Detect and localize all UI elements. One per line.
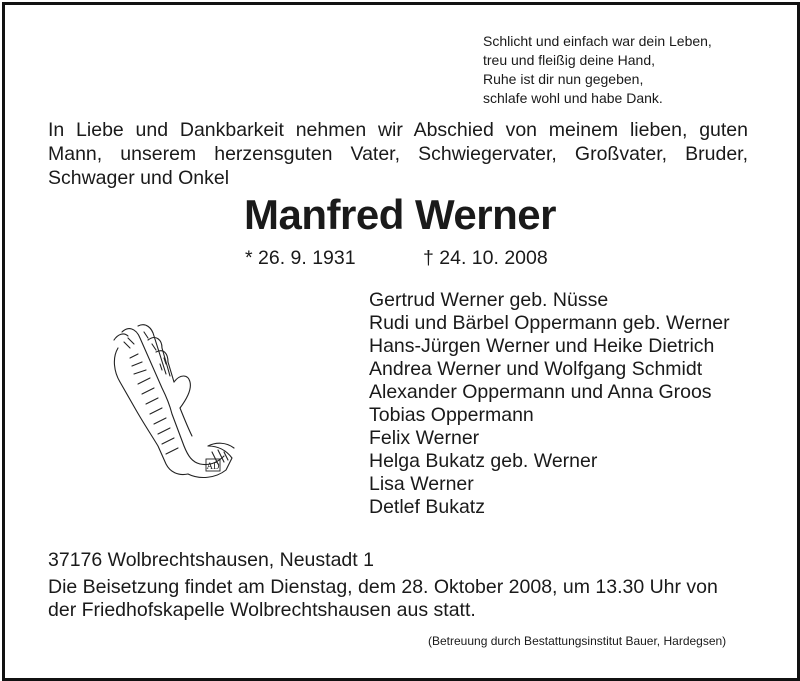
list-item: Hans-Jürgen Werner und Heike Dietrich — [369, 335, 715, 357]
list-item: Alexander Oppermann und Anna Groos — [369, 381, 712, 403]
intro-line: Schwager und Onkel — [48, 167, 230, 189]
list-item: Felix Werner — [369, 427, 480, 449]
poem-line: Ruhe ist dir nun gegeben, — [483, 71, 644, 87]
intro-line: In Liebe und Dankbarkeit nehmen wir Abschied von meinem lieben, guten — [48, 119, 748, 141]
birth-date: * 26. 9. 1931 — [245, 247, 356, 269]
mourners-list — [369, 289, 730, 519]
poem-line: Schlicht und einfach war dein Leben, — [483, 33, 712, 49]
list-item: Andrea Werner und Wolfgang Schmidt — [369, 358, 703, 380]
funeral-notice — [48, 576, 750, 622]
funeral-line: Die Beisetzung findet am Dienstag, dem 28. Oktober 2008, um 13.30 Uhr von — [48, 576, 718, 598]
deceased-name: Manfred Werner — [244, 191, 556, 238]
svg-text:AD: AD — [206, 461, 220, 471]
poem — [483, 32, 712, 108]
poem-line: treu und fleißig deine Hand, — [483, 52, 655, 68]
list-item: Tobias Oppermann — [369, 404, 534, 426]
list-item: Detlef Bukatz — [369, 496, 485, 518]
death-date: † 24. 10. 2008 — [423, 247, 548, 269]
address: 37176 Wolbrechtshausen, Neustadt 1 — [48, 549, 374, 571]
funeral-home-credit: (Betreuung durch Bestattungsinstitut Bauer, Hardegsen) — [428, 634, 727, 648]
intro-line: Mann, unserem herzensguten Vater, Schwiegervater, Großvater, Bruder, — [48, 143, 748, 165]
list-item: Rudi und Bärbel Oppermann geb. Werner — [369, 312, 730, 334]
poem-line: schlafe wohl und habe Dank. — [483, 90, 663, 106]
list-item: Gertrud Werner geb. Nüsse — [369, 289, 609, 311]
funeral-line: der Friedhofskapelle Wolbrechtshausen aus statt. — [48, 599, 476, 621]
list-item: Lisa Werner — [369, 473, 474, 495]
list-item: Helga Bukatz geb. Werner — [369, 450, 598, 472]
praying-hands-icon — [100, 318, 250, 483]
intro-text — [48, 118, 748, 190]
